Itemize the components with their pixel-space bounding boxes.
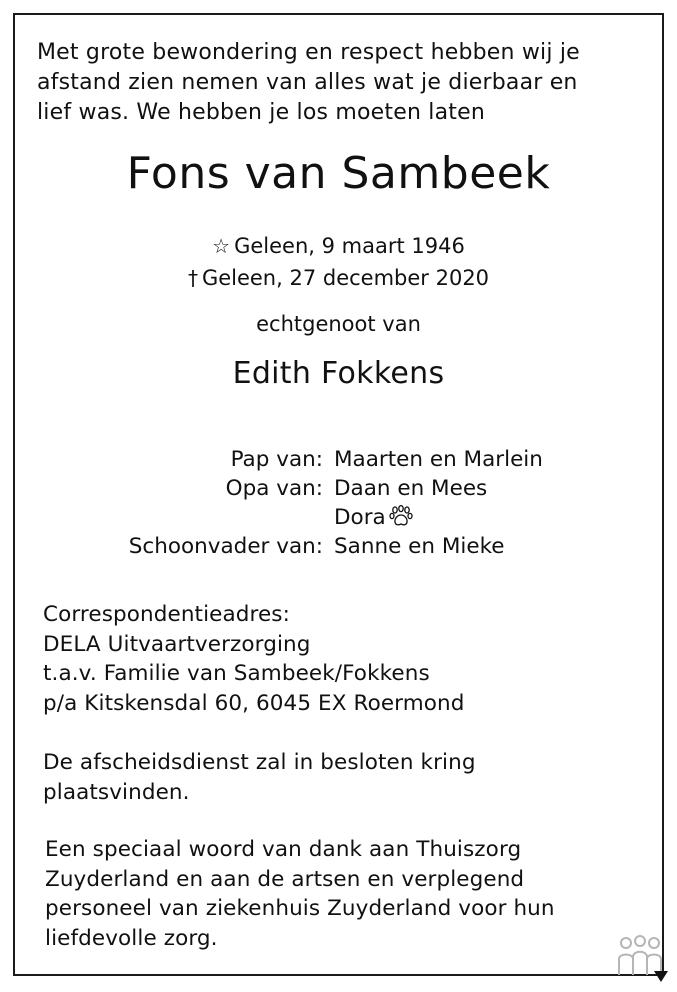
thanks-line: Zuyderland en aan de artsen en verplegend [45, 866, 525, 892]
family-label: Schoonvader van: [128, 534, 323, 559]
family-value: Sanne en Mieke [334, 534, 505, 559]
thanks-line: Een speciaal woord van dank aan Thuiszorg [45, 837, 522, 862]
family-row [0, 447, 677, 476]
intro-line: afstand zien nemen van alles wat je dierbaar en [37, 70, 578, 95]
correspondence-address [43, 600, 643, 718]
family-value: Daan en Mees [334, 476, 488, 501]
pet-name: Dora [334, 505, 386, 530]
family-label: Pap van: [230, 447, 323, 472]
correspondence-line: Correspondentieadres: [43, 602, 290, 627]
thanks-line: personeel van ziekenhuis Zuyderland voor hun [45, 896, 555, 921]
paw-icon [389, 505, 413, 533]
ceremony-line: plaatsvinden. [43, 779, 190, 805]
family-row [0, 476, 677, 505]
intro-line: Met grote bewondering en respect hebben wij je [37, 40, 580, 65]
family-list [0, 447, 677, 563]
death-line [0, 262, 677, 294]
triangle-down-icon[interactable] [654, 968, 668, 987]
star-icon: ☆ [212, 234, 231, 258]
family-label: Opa van: [225, 476, 323, 501]
birth-line [0, 230, 677, 262]
family-row [0, 534, 677, 563]
family-row [0, 505, 677, 534]
intro-text [37, 38, 647, 128]
family-value: Maarten en Marlein [334, 447, 543, 472]
spouse-label: echtgenoot van [256, 312, 421, 336]
correspondence-line: t.a.v. Familie van Sambeek/Fokkens [43, 661, 430, 686]
thanks-line: liefdevolle zorg. [45, 925, 218, 951]
correspondence-line: DELA Uitvaartverzorging [43, 631, 311, 657]
intro-line: lief was. We hebben je los moeten laten [37, 100, 485, 125]
spouse-name: Edith Fokkens [232, 356, 445, 391]
thanks-note [45, 835, 645, 953]
ceremony-line: De afscheidsdienst zal in besloten kring [43, 750, 476, 775]
dates [0, 230, 677, 294]
ceremony-note [43, 748, 643, 807]
birth-date: Geleen, 9 maart 1946 [234, 234, 465, 258]
family-value-pet [334, 505, 413, 533]
correspondence-line: p/a Kitskensdal 60, 6045 EX Roermond [43, 690, 465, 716]
cross-icon: † [187, 266, 198, 290]
death-date: Geleen, 27 december 2020 [201, 266, 490, 290]
deceased-name: Fons van Sambeek [126, 148, 551, 199]
